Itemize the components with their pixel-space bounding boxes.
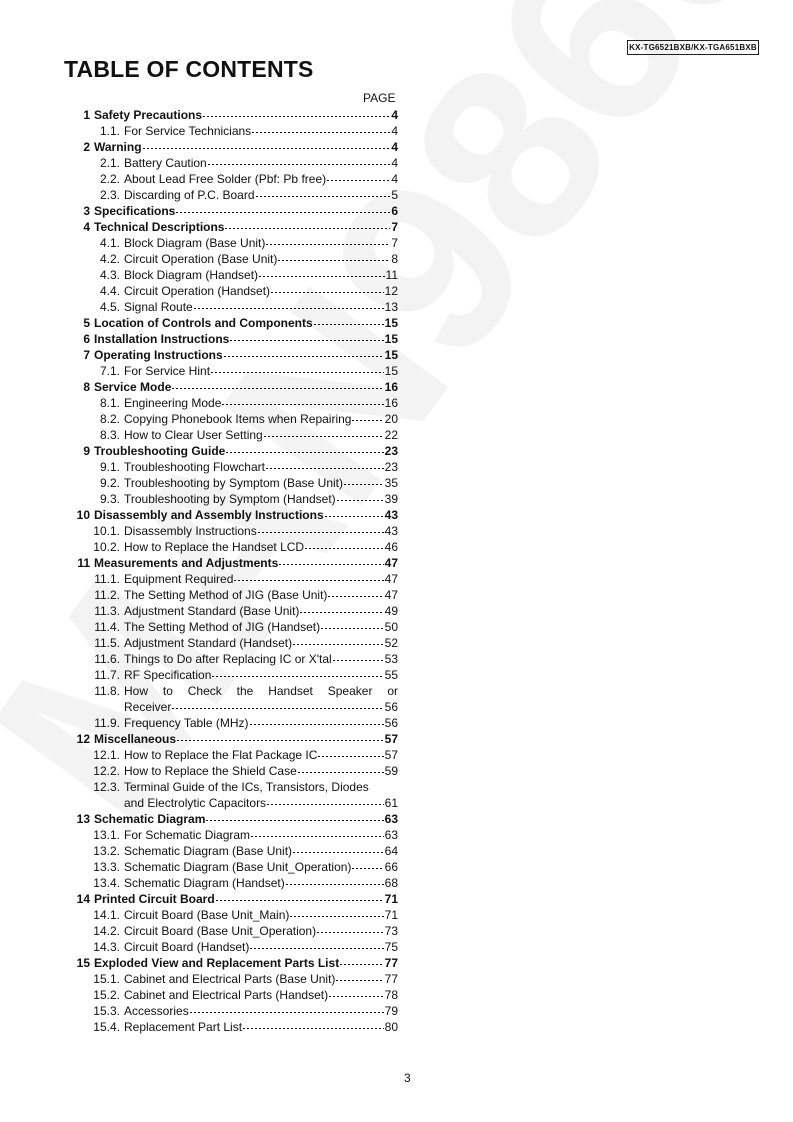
toc-entry-page: 22 [384, 428, 398, 442]
toc-subsection-entry[interactable] [70, 267, 398, 283]
toc-subsection-entry[interactable] [70, 619, 398, 635]
toc-entry-number: 11.2. [94, 588, 120, 602]
toc-entry-title: Equipment Required [124, 572, 234, 586]
toc-entry-page: 11 [385, 268, 398, 282]
toc-entry-page: 50 [384, 620, 398, 634]
toc-entry-number: 11.1. [94, 572, 120, 586]
toc-entry-page: 20 [384, 412, 398, 426]
toc-entry-page: 23 [384, 460, 398, 474]
toc-section-entry[interactable] [70, 203, 398, 219]
toc-entry-title: Miscellaneous [94, 732, 177, 746]
dot-leader [226, 452, 383, 453]
toc-entry-title: RF Specification [124, 668, 212, 682]
toc-entry-title: Copying Phonebook Items when Repairing [124, 412, 352, 426]
toc-entry-title: Terminal Guide of the ICs, Transistors, Diodes [124, 780, 369, 794]
toc-subsection-entry[interactable] [70, 491, 398, 507]
toc-entry-number: 2.3. [99, 188, 120, 202]
toc-entry-page: 57 [384, 748, 398, 762]
toc-entry-page: 35 [384, 476, 398, 490]
toc-entry-title: Disassembly and Assembly Instructions [94, 508, 324, 522]
dot-leader [340, 964, 383, 965]
toc-subsection-entry[interactable] [70, 715, 398, 731]
toc-entry-title: For Service Technicians [124, 124, 252, 138]
page-title: TABLE OF CONTENTS [64, 56, 314, 82]
toc-entry-number: 3 [83, 204, 90, 218]
dot-leader [172, 388, 383, 389]
toc-entry-number: 15 [76, 956, 90, 970]
toc-entry-number: 2.2. [99, 172, 120, 186]
toc-entry-number: 8.2. [99, 412, 120, 426]
toc-entry-number: 15.3. [93, 1004, 120, 1018]
dot-leader [337, 500, 384, 501]
toc-entry-page: 16 [384, 380, 398, 394]
toc-subsection-entry[interactable] [70, 827, 398, 843]
toc-entry-title: Receiver [124, 700, 172, 714]
toc-subsection-entry[interactable] [70, 475, 398, 491]
toc-entry-title: Specifications [94, 204, 176, 218]
toc-entry-title: Things to Do after Replacing IC or X'tal [124, 652, 332, 666]
toc-entry-number: 11.5. [94, 636, 120, 650]
toc-entry-page: 16 [384, 396, 398, 410]
dot-leader [190, 1012, 384, 1013]
toc-subsection-entry[interactable] [70, 251, 398, 267]
dot-leader [222, 404, 383, 405]
toc-entry-page: 5 [391, 188, 398, 202]
toc-subsection-entry[interactable] [70, 363, 398, 379]
toc-entry-title: Accessories [124, 1004, 189, 1018]
toc-entry-title: Replacement Part List [124, 1020, 243, 1034]
toc-entry-number: 9.3. [99, 492, 120, 506]
toc-subsection-entry[interactable] [70, 875, 398, 891]
toc-entry-number: 11.9. [94, 716, 120, 730]
toc-list [70, 107, 398, 1035]
toc-subsection-entry[interactable] [70, 635, 398, 651]
toc-entry-page: 77 [384, 972, 398, 986]
toc-entry-number: 12.2. [93, 764, 120, 778]
toc-entry-title: Technical Descriptions [94, 220, 225, 234]
toc-entry-title: How to Clear User Setting [124, 428, 263, 442]
toc-entry-title: Exploded View and Replacement Parts List [94, 956, 340, 970]
toc-entry-page: 77 [384, 956, 398, 970]
dot-leader [329, 996, 384, 997]
toc-entry-title: Block Diagram (Base Unit) [124, 236, 266, 250]
toc-entry-title: The Setting Method of JIG (Handset) [124, 620, 321, 634]
toc-entry-title: Schematic Diagram (Base Unit_Operation) [124, 860, 352, 874]
toc-entry-title: Circuit Operation (Handset) [124, 284, 271, 298]
dot-leader [230, 340, 383, 341]
toc-entry-number: 13.4. [93, 876, 120, 890]
toc-entry-title: Troubleshooting by Symptom (Handset) [124, 492, 336, 506]
toc-entry-page: 52 [384, 636, 398, 650]
toc-entry-title: Troubleshooting Flowchart [124, 460, 265, 474]
toc-entry-title: Schematic Diagram (Handset) [124, 876, 285, 890]
dot-leader [325, 516, 384, 517]
toc-section-entry[interactable] [70, 507, 398, 523]
toc-entry-number: 7 [83, 348, 90, 362]
toc-entry-number: 14.1. [93, 908, 120, 922]
dot-leader [266, 244, 390, 245]
toc-entry-number: 11.4. [94, 620, 120, 634]
toc-subsection-entry[interactable] [70, 987, 398, 1003]
dot-leader [321, 628, 384, 629]
toc-entry-page: 7 [391, 220, 398, 234]
toc-entry-page: 15 [384, 348, 398, 362]
toc-entry-number: 1.1. [99, 124, 120, 138]
toc-entry-number: 11.8. [94, 684, 120, 698]
toc-subsection-entry[interactable] [70, 763, 398, 779]
toc-entry-page: 64 [384, 844, 398, 858]
toc-entry-page: 49 [384, 604, 398, 618]
toc-entry-page: 63 [384, 828, 398, 842]
toc-entry-page: 56 [384, 716, 398, 730]
toc-subsection-entry[interactable] [70, 395, 398, 411]
toc-section-entry[interactable] [70, 331, 398, 347]
dot-leader [279, 564, 383, 565]
toc-section-entry[interactable] [70, 891, 398, 907]
dot-leader [352, 868, 383, 869]
toc-entry-page: 47 [384, 572, 398, 586]
dot-leader [250, 948, 383, 949]
toc-section-entry[interactable] [70, 379, 398, 395]
dot-leader [143, 148, 391, 149]
toc-subsection-entry[interactable] [70, 1003, 398, 1019]
toc-entry-number: 13.1. [93, 828, 120, 842]
toc-entry-title: Installation Instructions [94, 332, 230, 346]
toc-entry-number: 12 [76, 732, 90, 746]
toc-entry-page: 79 [384, 1004, 398, 1018]
dot-leader [352, 420, 383, 421]
dot-leader [176, 212, 390, 213]
toc-section-entry[interactable] [70, 219, 398, 235]
toc-entry-page: 53 [384, 652, 398, 666]
toc-entry-title: Discarding of P.C. Board [124, 188, 255, 202]
toc-subsection-entry[interactable] [70, 795, 398, 811]
dot-leader [267, 804, 384, 805]
toc-subsection-entry[interactable] [70, 923, 398, 939]
toc-entry-title: Disassembly Instructions [124, 524, 257, 538]
page-column-header: PAGE [363, 91, 396, 105]
toc-entry-number: 15.4. [93, 1020, 120, 1034]
toc-entry-title: For Service Hint [124, 364, 211, 378]
toc-entry-number: 9.1. [99, 460, 120, 474]
toc-entry-title: Frequency Table (MHz) [124, 716, 249, 730]
toc-entry-title: Cabinet and Electrical Parts (Base Unit) [124, 972, 336, 986]
toc-entry-number: 4.2. [99, 252, 120, 266]
toc-entry-title: Engineering Mode [124, 396, 222, 410]
toc-entry-title: How to Check the Handset Speaker or [124, 684, 398, 698]
toc-entry-number: 5 [83, 316, 90, 330]
toc-entry-title: Battery Caution [124, 156, 207, 170]
toc-entry-page: 13 [384, 300, 398, 314]
toc-entry-page: 59 [384, 764, 398, 778]
toc-entry-page: 75 [384, 940, 398, 954]
toc-entry-title: and Electrolytic Capacitors [124, 796, 267, 810]
dot-leader [278, 260, 390, 261]
toc-section-entry[interactable] [70, 955, 398, 971]
dot-leader [224, 356, 384, 357]
dot-leader [264, 436, 384, 437]
dot-leader [206, 820, 383, 821]
toc-entry-page: 4 [391, 156, 398, 170]
dot-leader [336, 980, 383, 981]
dot-leader [208, 164, 391, 165]
dot-leader [216, 900, 384, 901]
toc-entry-number: 10.2. [93, 540, 120, 554]
toc-subsection-entry[interactable] [70, 683, 398, 699]
toc-entry-page: 23 [384, 444, 398, 458]
toc-entry-title: Schematic Diagram [94, 812, 206, 826]
toc-entry-number: 2.1. [99, 156, 120, 170]
toc-entry-number: 14 [76, 892, 90, 906]
toc-entry-title: How to Replace the Shield Case [124, 764, 297, 778]
dot-leader [266, 468, 384, 469]
toc-entry-number: 8.3. [99, 428, 120, 442]
toc-subsection-entry[interactable] [70, 571, 398, 587]
toc-entry-title: Adjustment Standard (Base Unit) [124, 604, 300, 618]
toc-entry-number: 7.1. [99, 364, 120, 378]
dot-leader [298, 772, 384, 773]
toc-subsection-entry[interactable] [70, 667, 398, 683]
toc-entry-page: 7 [391, 236, 398, 250]
dot-leader [250, 724, 384, 725]
toc-entry-number: 9 [83, 444, 90, 458]
toc-entry-number: 11 [77, 556, 90, 570]
toc-entry-title: Troubleshooting by Symptom (Base Unit) [124, 476, 343, 490]
toc-entry-number: 13 [76, 812, 90, 826]
dot-leader [300, 612, 383, 613]
dot-leader [293, 644, 384, 645]
toc-entry-title: Circuit Board (Base Unit_Operation) [124, 924, 317, 938]
toc-entry-title: Circuit Operation (Base Unit) [124, 252, 278, 266]
toc-entry-title: Safety Precautions [94, 108, 203, 122]
toc-entry-page: 56 [384, 700, 398, 714]
toc-subsection-entry[interactable] [70, 171, 398, 187]
toc-subsection-entry[interactable] [70, 123, 398, 139]
dot-leader [211, 372, 384, 373]
toc-subsection-entry[interactable] [70, 651, 398, 667]
toc-entry-title: Block Diagram (Handset) [124, 268, 259, 282]
toc-entry-page: 43 [384, 508, 398, 522]
toc-entry-number: 10.1. [93, 524, 120, 538]
toc-subsection-entry[interactable] [70, 411, 398, 427]
toc-entry-title: Adjustment Standard (Handset) [124, 636, 293, 650]
toc-subsection-entry[interactable] [70, 603, 398, 619]
toc-entry-page: 12 [384, 284, 398, 298]
toc-entry-number: 14.2. [93, 924, 120, 938]
toc-entry-number: 8.1. [99, 396, 120, 410]
toc-subsection-entry[interactable] [70, 523, 398, 539]
toc-entry-page: 57 [384, 732, 398, 746]
toc-entry-title: The Setting Method of JIG (Base Unit) [124, 588, 328, 602]
toc-subsection-entry[interactable] [70, 747, 398, 763]
toc-entry-page: 80 [384, 1020, 398, 1034]
toc-entry-number: 13.3. [93, 860, 120, 874]
dot-leader [256, 196, 391, 197]
toc-section-entry[interactable] [70, 731, 398, 747]
toc-subsection-entry[interactable] [70, 939, 398, 955]
toc-entry-page: 61 [384, 796, 398, 810]
toc-entry-page: 43 [384, 524, 398, 538]
toc-entry-number: 11.3. [94, 604, 120, 618]
toc-entry-title: Schematic Diagram (Base Unit) [124, 844, 293, 858]
toc-entry-number: 11.6. [94, 652, 120, 666]
toc-subsection-entry[interactable] [70, 859, 398, 875]
toc-entry-title: Location of Controls and Components [94, 316, 313, 330]
toc-entry-page: 55 [384, 668, 398, 682]
dot-leader [194, 308, 384, 309]
toc-entry-title: Troubleshooting Guide [94, 444, 226, 458]
toc-subsection-entry[interactable] [70, 699, 398, 715]
dot-leader [258, 532, 384, 533]
toc-entry-number: 4.3. [99, 268, 120, 282]
toc-subsection-entry[interactable] [70, 187, 398, 203]
toc-entry-title: Signal Route [124, 300, 193, 314]
toc-subsection-entry[interactable] [70, 459, 398, 475]
toc-entry-title: Circuit Board (Base Unit_Main) [124, 908, 290, 922]
page-number: 3 [404, 1071, 411, 1085]
dot-leader [344, 484, 384, 485]
toc-section-entry[interactable] [70, 315, 398, 331]
toc-entry-number: 15.2. [93, 988, 120, 1002]
toc-subsection-entry[interactable] [70, 971, 398, 987]
toc-subsection-entry[interactable] [70, 283, 398, 299]
dot-leader [203, 116, 390, 117]
toc-entry-number: 4.4. [99, 284, 120, 298]
dot-leader [177, 740, 384, 741]
dot-leader [305, 548, 384, 549]
toc-entry-title: Measurements and Adjustments [94, 556, 279, 570]
dot-leader [293, 852, 384, 853]
toc-entry-page: 71 [384, 908, 398, 922]
toc-section-entry[interactable] [70, 811, 398, 827]
toc-subsection-entry[interactable] [70, 299, 398, 315]
dot-leader [234, 580, 383, 581]
dot-leader [286, 884, 384, 885]
toc-entry-number: 6 [83, 332, 90, 346]
toc-entry-title: Operating Instructions [94, 348, 223, 362]
toc-entry-number: 12.3. [93, 780, 120, 794]
dot-leader [252, 132, 390, 133]
toc-entry-page: 63 [384, 812, 398, 826]
dot-leader [314, 324, 384, 325]
toc-section-entry[interactable] [70, 347, 398, 363]
toc-entry-page: 15 [384, 364, 398, 378]
toc-section-entry[interactable] [70, 139, 398, 155]
toc-entry-page: 68 [384, 876, 398, 890]
toc-entry-page: 47 [384, 588, 398, 602]
toc-entry-page: 47 [384, 556, 398, 570]
toc-entry-number: 11.7. [94, 668, 120, 682]
toc-entry-number: 1 [83, 108, 90, 122]
toc-subsection-entry[interactable] [70, 907, 398, 923]
dot-leader [225, 228, 390, 229]
dot-leader [333, 660, 384, 661]
toc-entry-number: 4.1. [99, 236, 120, 250]
toc-subsection-entry[interactable] [70, 427, 398, 443]
toc-entry-page: 6 [391, 204, 398, 218]
toc-entry-title: Printed Circuit Board [94, 892, 215, 906]
toc-subsection-entry[interactable] [70, 539, 398, 555]
dot-leader [328, 596, 383, 597]
toc-entry-number: 12.1. [93, 748, 120, 762]
toc-section-entry[interactable] [70, 443, 398, 459]
toc-entry-page: 4 [391, 108, 398, 122]
toc-entry-number: 8 [83, 380, 90, 394]
toc-entry-title: How to Replace the Flat Package IC [124, 748, 318, 762]
toc-entry-number: 2 [83, 140, 90, 154]
toc-entry-page: 15 [384, 316, 398, 330]
dot-leader [317, 932, 384, 933]
dot-leader [327, 180, 390, 181]
toc-entry-number: 4.5. [99, 300, 120, 314]
toc-entry-page: 8 [391, 252, 398, 266]
toc-entry-page: 71 [384, 892, 398, 906]
toc-entry-title: Warning [94, 140, 142, 154]
dot-leader [259, 276, 384, 277]
toc-entry-title: For Schematic Diagram [124, 828, 251, 842]
dot-leader [172, 708, 383, 709]
toc-subsection-entry[interactable] [70, 155, 398, 171]
toc-subsection-entry[interactable] [70, 235, 398, 251]
toc-section-entry[interactable] [70, 555, 398, 571]
toc-entry-page: 78 [384, 988, 398, 1002]
toc-entry-title: How to Replace the Handset LCD [124, 540, 305, 554]
toc-entry-page: 66 [384, 860, 398, 874]
toc-subsection-entry[interactable] [70, 1019, 398, 1035]
toc-entry-page: 4 [391, 124, 398, 138]
toc-entry-page: 39 [384, 492, 398, 506]
toc-subsection-entry[interactable] [70, 779, 398, 795]
toc-entry-number: 4 [83, 220, 90, 234]
toc-entry-page: 46 [384, 540, 398, 554]
toc-entry-page: 4 [391, 140, 398, 154]
toc-entry-number: 9.2. [99, 476, 120, 490]
toc-entry-page: 73 [384, 924, 398, 938]
dot-leader [271, 292, 384, 293]
toc-entry-title: Cabinet and Electrical Parts (Handset) [124, 988, 329, 1002]
toc-entry-number: 13.2. [93, 844, 120, 858]
dot-leader [318, 756, 383, 757]
toc-entry-title: Circuit Board (Handset) [124, 940, 250, 954]
toc-entry-number: 14.3. [93, 940, 120, 954]
toc-entry-number: 10 [76, 508, 90, 522]
toc-section-entry[interactable] [70, 107, 398, 123]
dot-leader [212, 676, 383, 677]
toc-subsection-entry[interactable] [70, 587, 398, 603]
toc-entry-page: 4 [391, 172, 398, 186]
model-code-label: KX-TG6521BXB/KX-TGA651BXB [627, 40, 759, 55]
toc-entry-title: Service Mode [94, 380, 172, 394]
toc-entry-page: 15 [384, 332, 398, 346]
dot-leader [251, 836, 384, 837]
toc-subsection-entry[interactable] [70, 843, 398, 859]
dot-leader [243, 1028, 384, 1029]
dot-leader [290, 916, 383, 917]
toc-entry-title: About Lead Free Solder (Pbf: Pb free) [124, 172, 327, 186]
toc-entry-number: 15.1. [93, 972, 120, 986]
